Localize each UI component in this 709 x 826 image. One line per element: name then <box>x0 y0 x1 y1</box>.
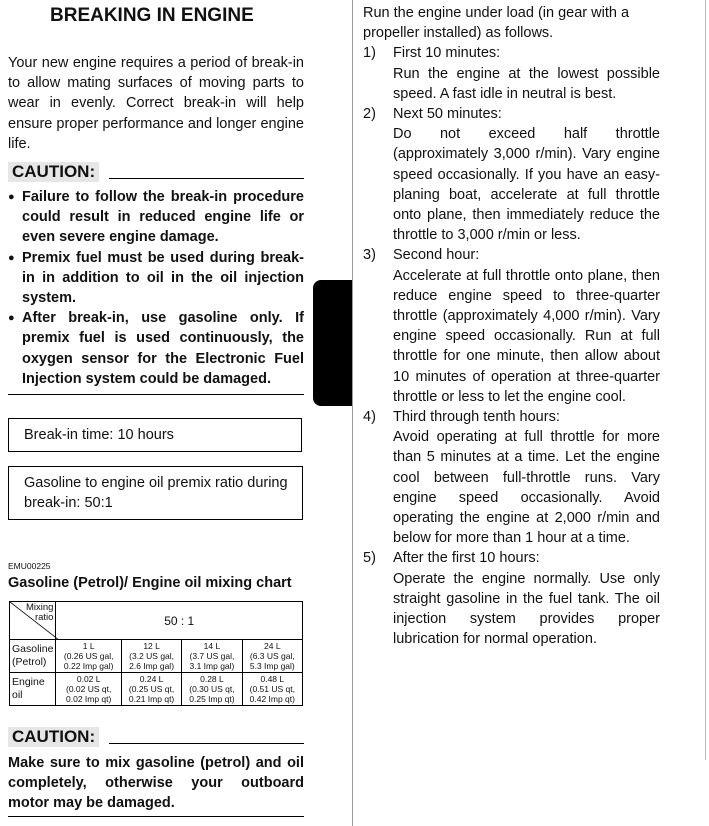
ratio-header: 50 : 1 <box>56 602 303 640</box>
table-cell: 12 L (3.2 US gal, 2.6 Imp gal) <box>121 640 181 673</box>
caution-heading-2: CAUTION: <box>8 727 304 747</box>
table-cell: 0.02 L (0.02 US qt, 0.02 Imp qt) <box>56 673 121 706</box>
table-cell: 24 L (6.3 US gal, 5.3 Imp gal) <box>242 640 302 673</box>
table-row: Engine oil 0.02 L (0.02 US qt, 0.02 Imp qt) 0.24 L (0.25 US qt, 0.21 Imp qt) 0.28 L (0.30 US qt, 0.25 Imp qt) 0.48 L (0.51 US qt, 0.42 Imp qt) <box>10 673 303 706</box>
caution-heading: CAUTION: <box>8 162 304 182</box>
caution-text-2: Make sure to mix gasoline (petrol) and oil completely, otherwise your outboard motor may be damaged. <box>8 755 304 812</box>
section-code: EMU00225 <box>8 561 51 571</box>
step-4: 4) Third through tenth hours: Avoid operating at full throttle for more than 5 minutes at a time. Let the engine cool between full-throttle runs. Vary engine speed occasionally. Avoid operating the engine at 2,000 r/min and below for more than 1 hour at a time. <box>363 409 660 547</box>
intro-text: Your new engine requires a period of break-in to allow mating surfaces of moving parts to wear in evenly. Correct break-in will help ensure proper performance and longer engine life. <box>8 55 304 152</box>
section-tab <box>313 280 353 406</box>
chart-title: Gasoline (Petrol)/ Engine oil mixing chart <box>8 575 292 591</box>
divider <box>8 816 304 817</box>
table-cell: 14 L (3.7 US gal, 3.1 Imp gal) <box>182 640 242 673</box>
table-cell: 0.24 L (0.25 US qt, 0.21 Imp qt) <box>121 673 181 706</box>
page-title: BREAKING IN ENGINE <box>50 5 254 26</box>
table-cell: 0.28 L (0.30 US qt, 0.25 Imp qt) <box>182 673 242 706</box>
table-row: Gasoline (Petrol) 1 L (0.26 US gal, 0.22 Imp gal) 12 L (3.2 US gal, 2.6 Imp gal) 14 L (3.7 US gal, 3.1 Imp gal) 24 L (6.3 US gal, 5.3 Imp gal) <box>10 640 303 673</box>
caution-bullet: ● Failure to follow the break-in procedure could result in reduced engine life or even severe engine damage. <box>8 187 304 248</box>
column-divider <box>352 0 353 826</box>
right-intro: Run the engine under load (in gear with a propeller installed) as follows. <box>363 5 630 42</box>
caution-list <box>8 187 304 389</box>
step-3: 3) Second hour: Accelerate at full throttle onto plane, then reduce engine speed to three-quarter throttle (approximately 4,000 r/min). Vary engine speed occasionally. Run at full throttle for one minute, then allow about 10 minutes of operation at three-quarter throttle or less to let the engine cool. <box>363 247 660 405</box>
step-5: 5) After the first 10 hours: Operate the engine normally. Use only straight gasoline in the fuel tank. The oil injection system provides proper lubrication for normal operation. <box>363 550 660 648</box>
right-column <box>363 3 660 650</box>
caution-bullet: ● After break-in, use gasoline only. If premix fuel is used continuously, the oxygen sensor for the Electronic Fuel Injection system could be damaged. <box>8 308 304 389</box>
divider <box>8 394 304 395</box>
break-in-time-box: Break-in time: 10 hours <box>8 418 302 452</box>
table-cell: 1 L (0.26 US gal, 0.22 Imp gal) <box>56 640 121 673</box>
step-2: 2) Next 50 minutes: Do not exceed half throttle (approximately 3,000 r/min). Vary engine speed occasionally. If you have an easy-planing boat, accelerate at full throttle onto plane, then immediately reduce the throttle to 3,000 r/min or less. <box>363 106 660 244</box>
caution-bullet: ● Premix fuel must be used during break-in in addition to oil in the oil injection system. <box>8 248 304 309</box>
mixing-chart-table <box>9 601 303 706</box>
step-1: 1) First 10 minutes: Run the engine at the lowest possible speed. A fast idle in neutral is best. <box>363 45 660 102</box>
corner-cell: Mixing ratio <box>10 602 56 640</box>
premix-ratio-box: Gasoline to engine oil premix ratio during break-in: 50:1 <box>8 466 303 520</box>
table-cell: 0.48 L (0.51 US qt, 0.42 Imp qt) <box>242 673 302 706</box>
page-edge <box>705 0 706 760</box>
